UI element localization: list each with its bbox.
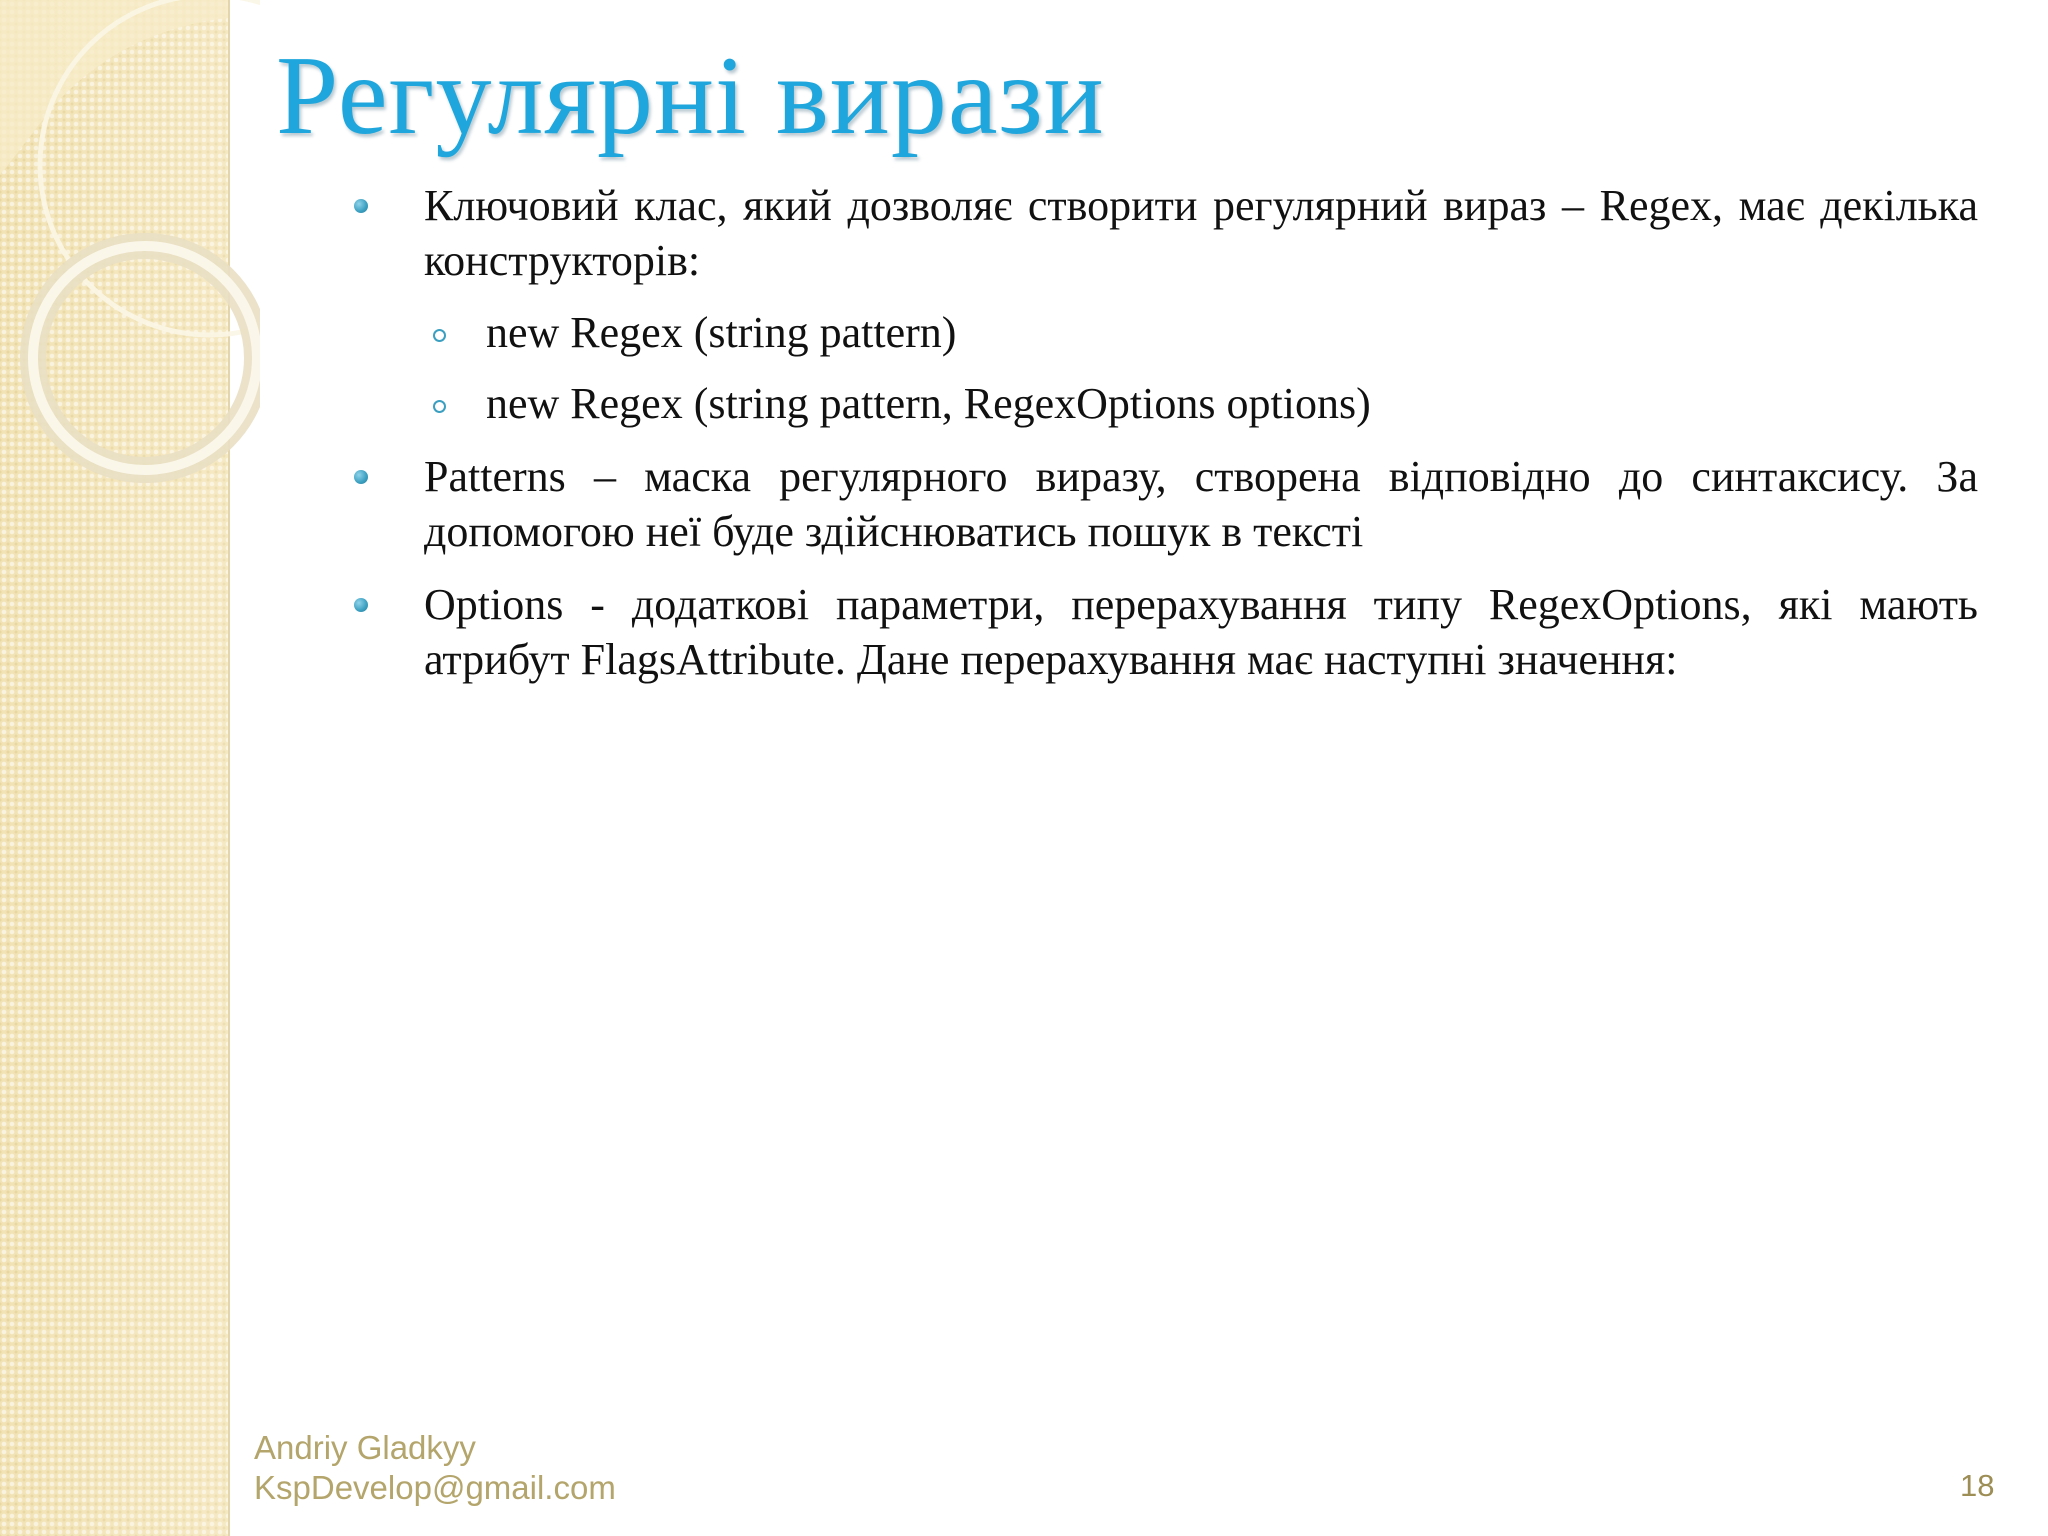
footer-author [254,1428,616,1508]
bullet-text: Patterns – маска регулярного виразу, створена відповідно до синтаксису. За допомогою неї буде здійснюватись пошук в тексті [424,452,1978,556]
decorative-circles [0,0,260,520]
bullet-dot-icon [354,199,368,213]
slide-title: Регулярні вирази [276,34,1105,158]
sub-bullet-ring-icon [433,329,446,342]
bullet-text: Options - додаткові параметри, перерахування типу RegexOptions, які мають атрибут FlagsAttribute. Дане перерахування має наступні значення: [424,580,1978,684]
bullet-item [362,449,1978,559]
bullet-item [362,178,1978,288]
slide-content [362,178,1978,704]
sub-bullet-text: new Regex (string pattern, RegexOptions options) [486,379,1371,428]
sub-bullet-text: new Regex (string pattern) [486,308,957,357]
sub-bullet-item [362,376,1978,431]
bullet-item [362,577,1978,687]
sub-bullet-ring-icon [433,400,446,413]
page-number: 18 [1960,1468,1995,1503]
bullet-dot-icon [354,598,368,612]
ring-inner [33,246,257,470]
bullet-text: Ключовий клас, який дозволяє створити регулярний вираз – Regex, має декілька конструкторів: [424,181,1978,285]
bullet-dot-icon [354,470,368,484]
author-email: KspDevelop@gmail.com [254,1469,616,1506]
sub-bullet-item [362,305,1978,360]
author-name: Andriy Gladkyy [254,1429,476,1466]
